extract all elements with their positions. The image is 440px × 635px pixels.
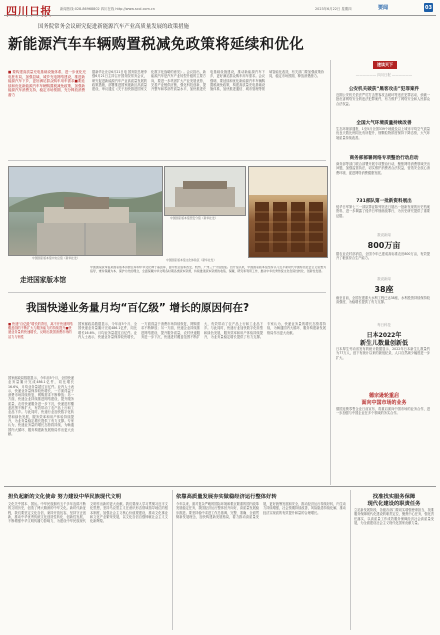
item1-body: 近期公安机关依法严厉打击黑客攻击破坏等违法犯罪活动，侦破一批危害网络安全的违法犯罪案件，有力维护了网络安全和人民群众合法权益。 bbox=[336, 93, 430, 106]
building-illustration bbox=[9, 167, 162, 255]
lead-highlights: ■ 要构建高质量充电基础设施体系，进一步优化充电桩布局，加强县域、城乡充电网络建设，推进新能源汽车下乡，更好满足群众购车用车需求■要延续和优化新能源汽车车辆购置税减免政策，加强新能源汽车消费支持，稳定市场预期，充分释放消费潜力 bbox=[8, 70, 86, 97]
bottom-divider bbox=[4, 486, 436, 487]
item5-title-2: 面向中国市场的业务 bbox=[361, 400, 407, 406]
newspaper-logo: 四川日报 bbox=[6, 5, 52, 18]
masthead-meta: 新闻热线:028-86968802 四川在线 http://www.scol.com.cn bbox=[60, 7, 155, 11]
bottom-col1-title: 担负起新的文化使命 努力建设中华民族现代文明 bbox=[8, 494, 122, 500]
right-section-tag: 速读天下 bbox=[373, 61, 397, 69]
masthead-divider bbox=[4, 15, 436, 16]
item2-title: 全国大气环境质量持续改善 bbox=[356, 121, 412, 126]
feature-body: 中国国家版本馆是国家版本资源总库和中华文化种子基因库，由中央总馆和西安、杭州、广州三个分馆组成。自开馆以来，中国国家版本馆坚持以习近平新时代中国特色社会主义思想为指导，秉持保藏为本、保护为先的理念，全面保藏中华文明各时期各类版本资源，持续推进版本资源的收集、保藏、研究和利用工作，推动中华优秀传统文化创造性转化、创新性发展。 bbox=[90, 266, 326, 273]
lead-headline: 新能源汽车车辆购置税减免政策将延续和优化 bbox=[8, 37, 304, 53]
courtyard-illustration bbox=[165, 167, 245, 215]
right-subline: —————— 四川日报 —————— bbox=[355, 73, 413, 77]
bottom-col3-title-1: 找准找实服务保障 bbox=[372, 494, 416, 500]
express-highlights: ■ 快递“百亿级”增长的背后，离不开快递网络覆盖面的不断扩大与服务能力的持续提升■快递业务量的快速增长，反映出我国消费市场的活力与韧性 bbox=[8, 322, 73, 339]
photo1-caption: 中国国家版本馆中央总馆（新华社发） bbox=[32, 256, 80, 260]
library-interior-photo bbox=[248, 166, 328, 258]
bottom-col3-body: 立足新发展阶段，各级各部门要切实增强使命担当，找准服务保障现代化建设的职责定位，聚焦中心任务，强化责任落实，以高质量工作成效服务保障经济社会高质量发展，为全面建设社会主义现代化国家贡献力量。 bbox=[354, 508, 434, 525]
stat-body-1: 据农业农村部消息，全国今年已建成高标准农田800万亩，有效提升了粮食综合生产能力。 bbox=[336, 252, 430, 261]
stat-number-2: 38座 bbox=[374, 285, 394, 294]
item2-body: 生态环境部通报，1至5月全国339个地级及以上城市平均空气质量优良天数比例同比有所提升，细颗粒物浓度保持下降态势，大气环境质量持续改善。 bbox=[336, 127, 430, 140]
bottom-rule-1 bbox=[172, 490, 173, 630]
num-label-1: 数说新闻 bbox=[377, 233, 391, 237]
num-label-2: 数说新闻 bbox=[377, 277, 391, 281]
express-body-main: 国家邮政局数据显示，今年前5个月，全国快递业务量累计完成486.1亿件，同比增长16.6%，月均业务量超过百亿件。业内人士表示，快递业务量保持较快增长，一方面得益于消费市场持续恢复，网购需求不断释放；另一方面，快递企业持续推进网络建设，提升服务质量，农村快递服务进一步下沉，快递进村覆盖范围不断扩大，有效带动了农产品上行和工业品下乡。与此同时，快递行业加快数字化转型和绿色发展，服务效率和用户体验持续提升，为业务量稳定增长提供了有力支撑。专家认为，快递业务量的增长态势将持续，为畅通国内大循环、服务构建新发展格局作出更大贡献。 bbox=[78, 322, 326, 339]
sci-body: 日本厚生劳动省发布的统计数据显示，2022年日本新生儿数量约为77万人，创下有统计以来的最低纪录，人口自然减少幅度进一步扩大。 bbox=[336, 347, 430, 360]
issue-date: 2023年6月22日 星期四 bbox=[315, 7, 352, 11]
item5-body: 德国连锁零售企业日前宣布，将重启面向中国市场的业务合作，进一步加强与中国企业在多个领域的务实合作。 bbox=[336, 407, 430, 416]
bottom-col1-body: 文化关乎国本、国运。中华民族拥有五千多年连绵不断的文明历史，创造了博大精深的中华文化。新时代新征程，我们要坚定文化自信，秉持开放包容，坚持守正创新，推动中华优秀传统文化创造性转化、创新性发展，不断增强中华文明传播力影响力，为建设中华民族现代文明作出新的更大贡献。我们要深入学习贯彻习近平文化思想，坚持马克思主义在意识形态领域指导地位的根本制度，加强社会主义核心价值观建设，推动文化事业和文化产业繁荣发展，以文化自信自强铸就社会主义文化新辉煌。 bbox=[8, 502, 168, 524]
library-xian-photo bbox=[164, 166, 246, 216]
item4-body: 侵华日军第七三一部队罪证陈列馆近日展出一批新发现的历史档案资料，进一步揭露了侵华日军细菌战罪行，为历史研究提供了重要证据。 bbox=[336, 205, 430, 218]
sci-label: 每日科技 bbox=[377, 323, 391, 327]
item1-title: 公安机关破获“黑客攻击”犯罪案件 bbox=[348, 87, 420, 92]
photo2-caption: 中国国家版本馆西安分馆（新华社发） bbox=[170, 216, 218, 220]
item5-title-1: 德宗逊轮重启 bbox=[368, 393, 399, 399]
sci-title-2: 新生儿数量创新低 bbox=[359, 340, 408, 347]
feature-divider bbox=[8, 292, 326, 293]
item3-title: 商务部部署网络专项整治行动启动 bbox=[349, 156, 419, 161]
sci-title-1: 日本2022年 bbox=[366, 332, 402, 339]
stat-number-1: 800万亩 bbox=[367, 241, 401, 250]
stat-body-2: 截至目前，全国在建重大水利工程已达38座，水利投资持续保持较高强度，为稳增长提供了有力支撑。 bbox=[336, 296, 430, 305]
bottom-col3-title-2: 现代化建设的职责任务 bbox=[367, 501, 421, 507]
feature-title: 走进国家版本馆 bbox=[20, 276, 67, 284]
right-section-banner bbox=[342, 60, 428, 70]
section-name: 要闻 bbox=[378, 5, 389, 11]
lead-kicker: 国务院常务会议研究促进新能源汽车产业高质量发展的政策措施 bbox=[38, 24, 189, 30]
photo3-caption: 中国国家版本馆文化体验区（新华社发） bbox=[166, 258, 217, 262]
lead-body: 据新华社北京6月21日电 国务院总理李强6月21日主持召开国务院常务会议，研究促进新能源汽车产业高质量发展的政策措施，部署推进国家级新区高质量建设，审议通过《关于加快推进国家文化数字化战略的意见》。会议指出，新能源汽车是汽车产业转型升级的主要方向，要进一步巩固扩大产业发展优势，完善产业链供应链，强化科技创新，提升整车和零部件质量水平，加快推进充电基础设施建设，推动新能源汽车下乡，更好满足群众购车用车需求。会议强调，要延续和优化新能源汽车车辆购置税减免政策，构建高质量充电基础设施体系，加快推进通信、城市管理等领域智能化改造，有关部门要加强政策协同，稳定市场预期，释放消费潜力。 bbox=[92, 70, 324, 92]
express-headline: 我国快递业务量月均“百亿级” 增长的原因何在? bbox=[26, 302, 250, 314]
item4-title: 731部队第一批新资料展出 bbox=[356, 199, 412, 204]
item3-body: 商务部等部门联合部署开展专项整治行动，聚焦网络消费领域突出问题，加强监管执法，切实维护消费者合法权益，营造安全放心消费环境，促进网络消费健康发展。 bbox=[336, 162, 430, 175]
express-body-col1: 国家邮政局数据显示，今年前5个月，全国快递业务量累计完成486.1亿件，同比增长16.6%，月均业务量超过百亿件。业内人士表示，快递业务量保持较快增长，一方面得益于消费市场持续恢复，网购需求不断释放；另一方面，快递企业持续推进网络建设，提升服务质量，农村快递服务进一步下沉，快递进村覆盖范围不断扩大，有效带动了农产品上行和工业品下乡。与此同时，快递行业加快数字化转型和绿色发展，服务效率和用户体验持续提升，为业务量稳定增长提供了有力支撑。专家认为，快递业务量的增长态势将持续，为畅通国内大循环、服务构建新发展格局作出更大贡献。 bbox=[8, 376, 74, 436]
bottom-col2-body: 今年以来，面对复杂严峻的国际环境和艰巨繁重的国内改革发展稳定任务，我国经济运行整体回升向好，高质量发展稳步推进。要坚持稳中求进工作总基调，完整、准确、全面贯彻新发展理念，加快构建新发展格局，着力推动高质量发展，更好统筹发展和安全，推动经济运行持续好转，内生动力持续增强，社会预期持续改善，风险隐患持续化解，推动经济实现质的有效提升和量的合理增长。 bbox=[176, 502, 346, 519]
library-main-photo bbox=[8, 166, 163, 256]
lead-divider bbox=[8, 160, 326, 161]
right-column-rule bbox=[330, 60, 331, 485]
bottom-rule-2 bbox=[350, 490, 351, 630]
page-number: 03 bbox=[425, 4, 432, 11]
bookshelf-illustration bbox=[249, 167, 327, 257]
bottom-col2-title: 依靠高质量发展夯实做稳经济运行整体好转 bbox=[176, 494, 277, 500]
